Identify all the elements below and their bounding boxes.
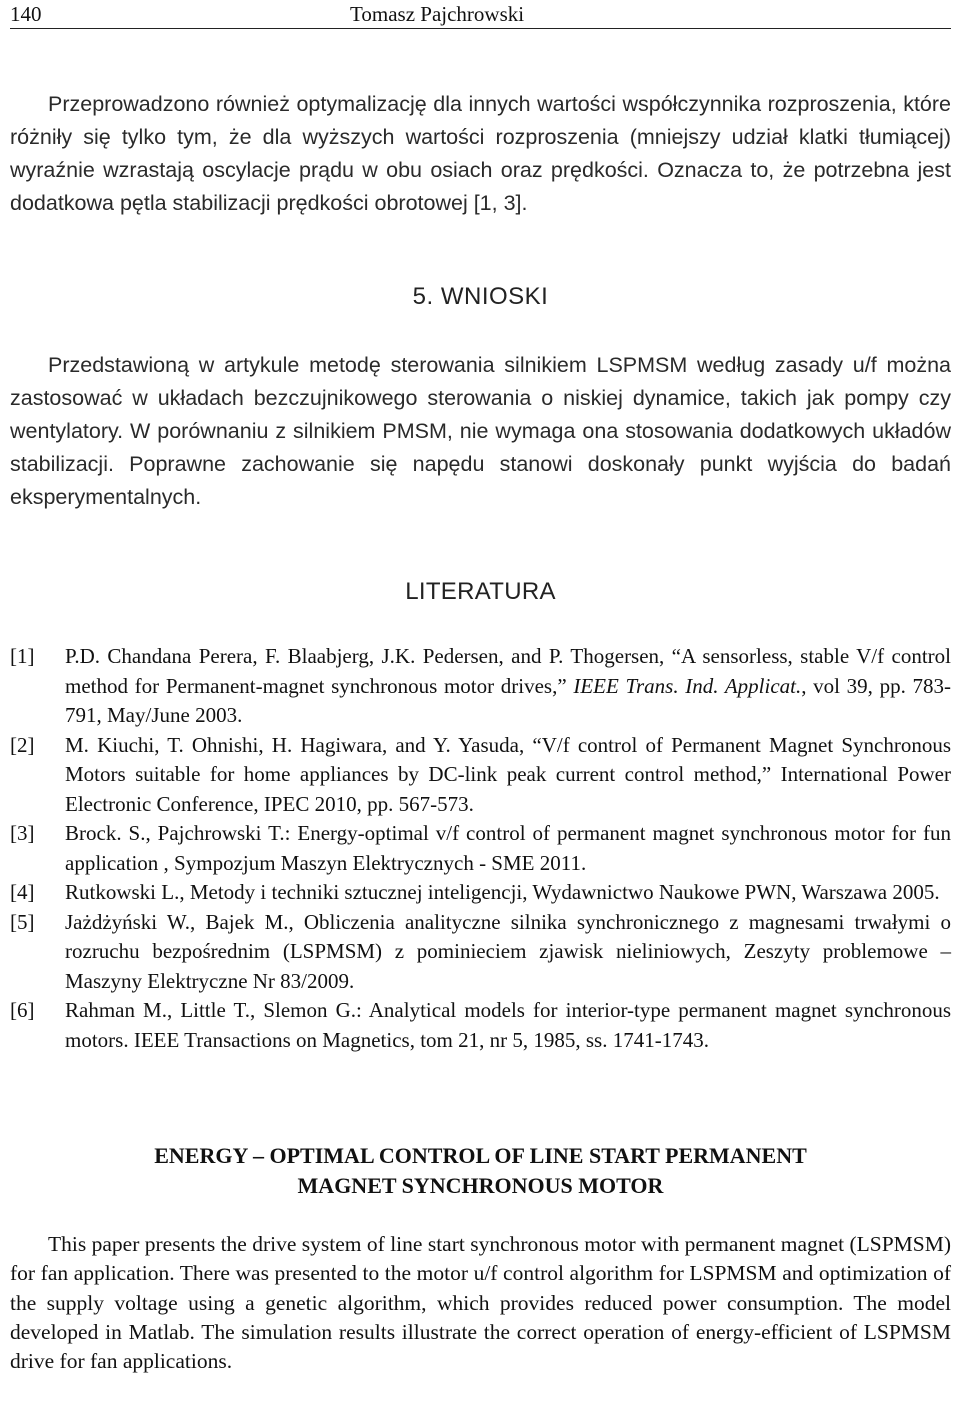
english-title-line-1: ENERGY – OPTIMAL CONTROL OF LINE START PERMANENT bbox=[154, 1143, 807, 1168]
conclusions-text: Przedstawioną w artykule metodę sterowania silnikiem LSPMSM według zasady u/f można zastosować w układach bezczujnikowego sterowania o niskiej dynamice, takich jak pompy czy wentylatory. W porównaniu z silnikiem PMSM, nie wymaga ona stosowania dodatkowych układów stabilizacji. Poprawne zachowanie się napędu stanowi doskonały punkt wyjścia do badań eksperymentalnych. bbox=[10, 353, 951, 509]
reference-journal: IEEE Trans. Ind. Applicat. bbox=[573, 673, 802, 698]
english-abstract: This paper presents the drive system of line start synchronous motor with permanent magnet (LSPMSM) for fan application. There was presented to the motor u/f control algorithm for LSPMSM and optimization of the supply voltage using a genetic algorithm, which provides reduced power consumption. The model developed in Matlab. The simulation results illustrate the correct operation of energy-efficient of LSPMSM drive for fan applications. bbox=[10, 1232, 951, 1374]
reference-text: Rahman M., Little T., Slemon G.: Analytical models for interior-type permanent magnet synchronous motors. IEEE Transactions on Magnetics, tom 21, nr 5, 1985, ss. 1741-1743. bbox=[65, 998, 951, 1052]
references-heading: LITERATURA bbox=[405, 578, 556, 605]
reference-number: [6] bbox=[10, 998, 35, 1022]
conclusions-heading: 5. WNIOSKI bbox=[412, 283, 549, 310]
reference-list bbox=[10, 642, 951, 1055]
reference-item bbox=[10, 819, 951, 878]
reference-item bbox=[10, 642, 951, 731]
reference-text: P.D. Chandana Perera, F. Blaabjerg, J.K. Pedersen, and P. Thogersen, “A sensorless, stable V/f control method for Permanent-magnet synchronous motor drives,” bbox=[65, 644, 951, 698]
reference-text: Rutkowski L., Metody i techniki sztucznej inteligencji, Wydawnictwo Naukowe PWN, Warszawa 2005. bbox=[65, 880, 940, 904]
english-title-line-2: MAGNET SYNCHRONOUS MOTOR bbox=[297, 1173, 664, 1198]
reference-number: [2] bbox=[10, 732, 35, 757]
running-header bbox=[10, 0, 951, 29]
paragraph-optimization: Przeprowadzono również optymalizację dla innych wartości współczynnika rozproszenia, które różniły się tylko tym, że dla wyższych wartości rozproszenia (mniejszy udział klatki tłumiącej) wyraźnie wzrastają oscylacje prądu w obu osiach oraz prędkości. Oznacza to, że potrzebna jest dodatkowa pętla stabilizacji prędkości obrotowej [1, 3]. bbox=[10, 92, 951, 215]
reference-number: [4] bbox=[10, 880, 35, 904]
english-title bbox=[10, 1141, 951, 1201]
reference-text: Brock. S., Pajchrowski T.: Energy-optimal v/f control of permanent magnet synchronous motor for fun application , Sympozjum Maszyn Elektrycznych - SME 2011. bbox=[65, 821, 951, 875]
reference-item bbox=[10, 996, 951, 1055]
reference-item bbox=[10, 878, 951, 908]
reference-text-end: , vol 39, pp. 783-791, May/June 2003. bbox=[65, 673, 952, 727]
reference-text: M. Kiuchi, T. Ohnishi, H. Hagiwara, and Y. Yasuda, “V/f control of Permanent Magnet Synchronous Motors suitable for home appliances by DC-link peak current control method,” International Power Electronic Conference, IPEC 2010, pp. 567-573. bbox=[65, 732, 951, 816]
page bbox=[10, 0, 952, 1374]
reference-text: Jażdżyński W., Bajek M., Obliczenia analityczne silnika synchronicznego z magnesami trwałymi o rozruchu bezpośrednim (LSPMSM) z pominieciem zjawisk nieliniowych, Zeszyty problemowe – Maszyny Elektryczne Nr 83/2009. bbox=[65, 909, 951, 993]
reference-number: [1] bbox=[10, 644, 35, 668]
page-number: 140 bbox=[10, 2, 42, 26]
reference-item bbox=[10, 731, 951, 820]
reference-item bbox=[10, 908, 951, 997]
reference-number: [5] bbox=[10, 909, 35, 934]
reference-number: [3] bbox=[10, 821, 35, 845]
running-author: Tomasz Pajchrowski bbox=[350, 2, 525, 26]
